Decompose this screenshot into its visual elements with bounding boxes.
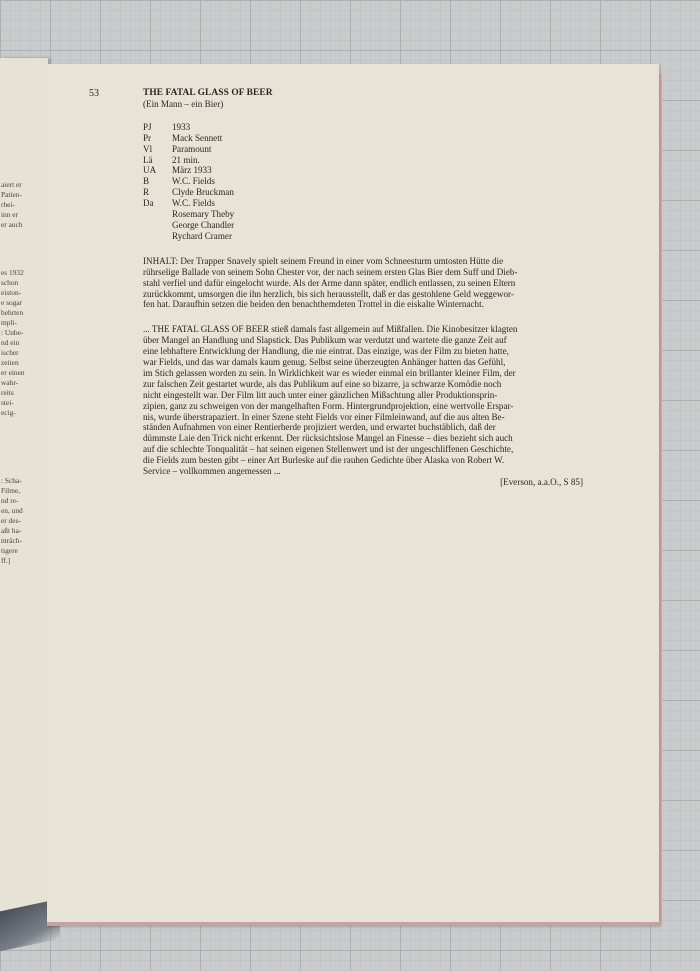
credit-row: [143, 187, 583, 198]
left-page-fragment: er auch: [1, 220, 23, 229]
text-line: zur falschen Zeit gestartet wurde, als das Publikum auf eine so bizarre, ja schwarze Komödie noch: [143, 378, 502, 389]
film-title: THE FATAL GLASS OF BEER: [143, 88, 273, 98]
left-page-fragment: ecig-: [1, 408, 16, 417]
left-page-fragment: inn er: [1, 210, 19, 219]
document-content: [143, 88, 583, 488]
credit-row: [143, 155, 583, 166]
text-line: ... THE FATAL GLASS OF BEER stieß damals fast allgemein auf Mißfallen. Die Kinobesitzer klagten: [143, 324, 518, 335]
left-page-fragment: es 1932: [1, 268, 24, 277]
left-page-fragment: reits: [1, 388, 14, 397]
left-page-fragment: wahr-: [1, 378, 19, 387]
text-line: nis, wurde überstrapaziert. In einer Szene steht Fields vor einer Filmleinwand, auf die aus alten Be-: [143, 411, 505, 422]
credit-key: Pr: [143, 132, 152, 143]
text-line: war Fields, und das war damals kaum genug. Selbst seine überzeugten Anhänger hatten das Gefühl,: [143, 357, 506, 368]
text-line: die Fields zum besten gibt – einer Art Burleske auf die rauhen Gedichte über Alaska von Robert W.: [143, 455, 505, 466]
text-line: rührselige Ballade von seinem Sohn Chester vor, der nach seinem ersten Glas Bier dem Suff und Dieb-: [143, 266, 518, 277]
credit-row: [143, 231, 583, 242]
credit-row: [143, 209, 583, 220]
left-page-fragment: nd ein: [1, 338, 20, 347]
credit-value: George Chandler: [172, 219, 235, 230]
text-line: Service – vollkommen angemessen ...: [143, 466, 281, 477]
left-page-fragment: Patien-: [1, 190, 22, 199]
credit-key: PJ: [143, 121, 152, 132]
left-page-fragment: aiert er: [1, 180, 22, 189]
source-citation: [Everson, a.a.O., S 85]: [500, 477, 583, 487]
left-page-fragment: mpli-: [1, 318, 18, 327]
left-page-fragment: : Unbe-: [1, 328, 24, 337]
credit-row: [143, 144, 583, 155]
review-paragraph: [143, 324, 583, 477]
credit-value: Rosemary Theby: [172, 209, 235, 220]
left-page-fragment: eiston-: [1, 288, 22, 297]
credit-value: März 1933: [172, 165, 212, 176]
credit-row: [143, 165, 583, 176]
left-page-fragment: behrten: [1, 308, 24, 317]
credit-key: Vl: [143, 143, 153, 154]
credit-key: [143, 209, 172, 220]
page-bottom-edge: [47, 922, 661, 926]
text-line: INHALT: Der Trapper Snavely spielt seinem Freund in einer vom Schneesturm umtosten Hütte die: [143, 255, 504, 266]
text-line: zipien, ganz zu schweigen von der mangelhaften Form. Hintergrundprojektion, eine wertvolle Erspar-: [143, 400, 514, 411]
left-page-fragment: ischer: [1, 348, 19, 357]
credit-key: Lä: [143, 154, 153, 165]
left-page-fragment: rbei-: [1, 200, 15, 209]
left-page-fragment: nträch-: [1, 536, 22, 545]
text-line: im Stich gelassen worden zu sein. In Wirklichkeit war es wieder einmal ein brillanter kleiner Film, der: [143, 367, 516, 378]
credit-row: [143, 133, 583, 144]
synopsis-paragraph: [143, 256, 583, 311]
left-page-fragment: schon: [1, 278, 19, 287]
left-page-fragment: nd re-: [1, 496, 19, 505]
left-page-fragment: en, und: [1, 506, 23, 515]
credit-value: 21 min.: [172, 154, 200, 165]
text-line: ständen Aufnahmen von einer Rentierherde projiziert werden, und erwartet buchstäblich, daß der: [143, 422, 496, 433]
credit-value: W.C. Fields: [172, 198, 215, 209]
text-line: fen hat. Daraufhin setzen die beiden den benachthemdeten Trottel in die eiskalte Winternacht.: [143, 299, 484, 310]
credit-value: Clyde Bruckman: [172, 187, 234, 198]
credit-key: [143, 231, 172, 242]
credit-key: UA: [143, 165, 157, 176]
credit-key: Da: [143, 198, 154, 209]
credits-list: [143, 122, 583, 242]
left-page-fragment: : Scha-: [1, 476, 22, 485]
credit-row: [143, 198, 583, 209]
text-line: eine lebhaftere Entwicklung der Handlung, die nie eintrat. Das einzige, was der Film zu bieten hatte,: [143, 346, 509, 357]
text-line: zurückkommt, umsorgen die ihn herzlich, bis sich herausstellt, daß er das gestohlene Geld weggewor-: [143, 288, 514, 299]
text-line: nicht eingestellt war. Der Film litt auch unter einer gänzlichen Mißachtung aller Produktionsprin-: [143, 389, 498, 400]
credit-key: [143, 220, 172, 231]
left-page-fragment: e sogar: [1, 298, 23, 307]
left-page: [0, 58, 48, 918]
credit-value: Rychard Cramer: [172, 230, 232, 241]
credit-row: [143, 122, 583, 133]
text-line: über Mangel an Handlung und Slapstick. Das Publikum war verdutzt und wartete die ganze Zeit auf: [143, 335, 507, 346]
main-page: [47, 64, 659, 926]
left-page-fragment: er einen: [1, 368, 25, 377]
text-line: auf die schlechte Tonqualität – hat seinen eigenen Stellenwert und ist der ungeschliffenen Geschichte,: [143, 444, 514, 455]
left-page-fragment: ff.]: [1, 556, 11, 565]
left-page-fragment: stei-: [1, 398, 14, 407]
page-number: 53: [89, 88, 99, 99]
left-page-fragment: tigere: [1, 546, 18, 555]
page-edge: [659, 74, 662, 926]
text-line: dümmste Laie den Trick nicht erkennt. Der rücksichtslose Mangel an Finesse – dies bezieht sich auch: [143, 433, 513, 444]
left-page-fragment: zeiten: [1, 358, 19, 367]
credit-value: 1933: [172, 121, 191, 132]
text-line: stahl verfiel und dafür eingelocht wurde. Als der Arme dann später, endlich entlassen, zu seinen Eltern: [143, 277, 516, 288]
film-subtitle: (Ein Mann – ein Bier): [143, 98, 224, 109]
credit-key: B: [143, 176, 150, 187]
left-page-fragment: er des-: [1, 516, 21, 525]
credit-value: Paramount: [172, 143, 212, 154]
credit-row: [143, 176, 583, 187]
credit-key: R: [143, 187, 150, 198]
credit-value: Mack Sennett: [172, 132, 223, 143]
credit-row: [143, 220, 583, 231]
left-page-fragment: aßt ha-: [1, 526, 22, 535]
left-page-fragment: Filme,: [1, 486, 21, 495]
credit-value: W.C. Fields: [172, 176, 215, 187]
